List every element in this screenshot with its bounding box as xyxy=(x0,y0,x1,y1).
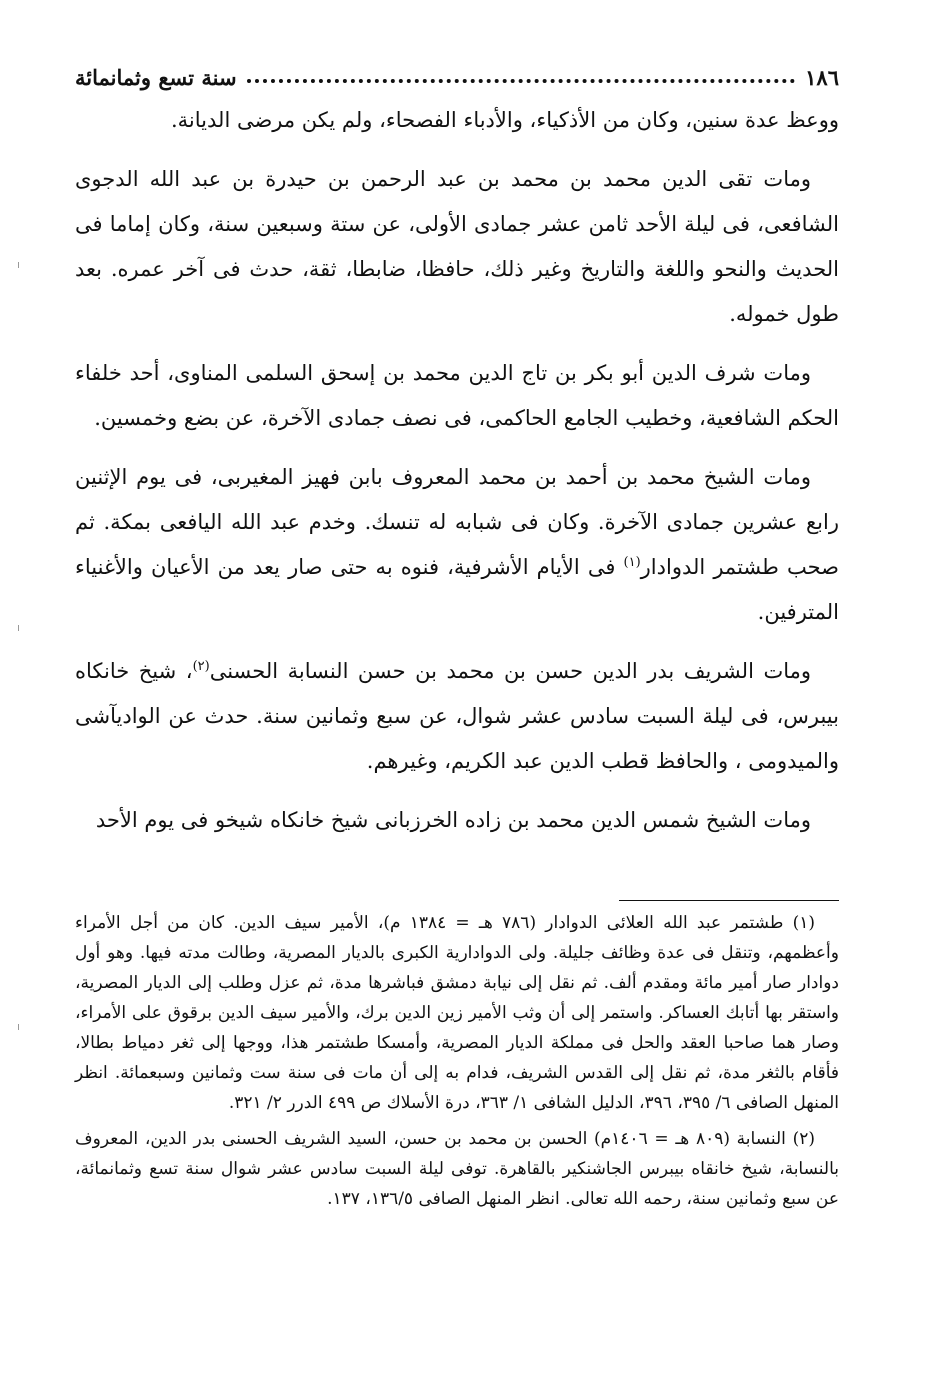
paragraph-5-text-b: ، شيخ خانكاه بيبرس، فى ليلة السبت سادس عشر شوال، عن سبع وثمانين سنة. حدث عن الواديآشى والميدومى ، والحافظ قطب الدين عبد الكريم، وغيرهم. xyxy=(75,659,839,773)
paragraph-3: ومات شرف الدين أبو بكر بن تاج الدين محمد بن إسحق السلمى المناوى، أحد خلفاء الحكم الشافعية، وخطيب الجامع الحاكمى، فى نصف جمادى الآخرة، عن بضع وخمسين. xyxy=(75,361,839,430)
paragraph-2: ومات تقى الدين محمد بن محمد بن عبد الرحمن بن حيدرة بن عبد الله الدجوى الشافعى، فى ليلة الأحد ثامن عشر جمادى الأولى، عن ستة وسبعين سنة، وكان إماما فى الحديث والنحو واللغة والتاريخ وغير ذلك، حافظا، ضابطا، ثقة، حدث فى آخر عمره. بعد طول خموله. xyxy=(75,167,839,326)
paragraph-4-text-a: ومات الشيخ محمد بن أحمد بن محمد المعروف بابن فهيز المغيربى، فى يوم الإثنين رابع عشرين جمادى الآخرة. وكان فى شبابه له تنسك. وخدم عبد الله اليافعى بمكة. ثم صحب طشتمر الدوادار xyxy=(75,465,839,579)
dotted-leader xyxy=(247,79,796,83)
footnote-ref-2[interactable]: (٢) xyxy=(192,659,210,674)
main-text xyxy=(75,98,839,857)
footnote-2: (٢) النسابة (٨٠٩ هـ = ١٤٠٦م) الحسن بن محمد بن حسن، السيد الشريف الحسنى بدر الدين، المعروف بالنسابة، شيخ خانقاه بيبرس الجاشنكير بالقاهرة. توفى ليلة السبت سادس عشر شوال سنة تسع وثمانمائة، عن سبع وثمانين سنة، رحمه الله تعالى. انظر المنهل الصافى ١٣٦/٥، ١٣٧. xyxy=(75,1129,839,1209)
paragraph-6: ومات الشيخ شمس الدين محمد بن زاده الخرزبانى شيخ خانكاه شيخو فى يوم الأحد xyxy=(95,808,811,832)
paragraph-5 xyxy=(75,649,839,784)
margin-mark xyxy=(18,625,19,631)
footnote-ref-1[interactable]: (١) xyxy=(623,555,641,570)
footnote-1: (١) طشتمر عبد الله العلائى الدوادار (٧٨٦ هـ = ١٣٨٤ م)، الأمير سيف الدين. كان من أجل الأمراء وأعظمهم، وتنقل فى عدة وظائف جليلة. ولى الدوادارية الكبرى بالديار المصرية، وطالت مدته فيها. وهو أول دوادار صار أمير مائة ومقدم ألف. ثم نقل إلى نيابة دمشق فباشرها مدة، ثم عزل وطلب إلى الديار المصرية، واستقر بها أتابك العساكر. واستمر إلى أن وثب الأمير زين الدين برك، والأمير سيف الدين برقوق على الأمراء، وصار هما صاحبا العقد والحل فى مملكة الديار المصرية، وأمسكا طشتمر هذا، ووجها إلى ثغر دمياط بطالا، فأقام بالثغر مدة، ثم نقل إلى القدس الشريف، فدام به إلى أن مات فى سنة ست وثمانين وسبعمائة. انظر المنهل الصافى ٦/ ٣٩٥، ٣٩٦، الدليل الشافى ١/ ٣٦٣، درة الأسلاك ص ٤٩٩ الدرر ٢/ ٣٢١. xyxy=(75,913,839,1113)
footnote-separator xyxy=(619,900,839,901)
page-header xyxy=(75,50,839,90)
footnotes xyxy=(75,908,839,1220)
margin-mark xyxy=(18,262,19,268)
paragraph-5-text-a: ومات الشريف بدر الدين حسن بن محمد بن حسن النسابة الحسنى xyxy=(209,659,811,683)
paragraph-4-text-b: فى الأيام الأشرفية، فنوه به حتى صار يعد من الأعيان والأغنياء المترفين. xyxy=(75,555,839,624)
paragraph-4 xyxy=(75,455,839,635)
page-number: ١٨٦ xyxy=(805,65,839,90)
paragraph-1: ووعظ عدة سنين، وكان من الأذكياء، والأدباء الفصحاء، ولم يكن مرضى الديانة. xyxy=(171,108,839,132)
margin-mark xyxy=(18,1024,19,1030)
running-title: سنة تسع وثمانمائة xyxy=(75,65,237,90)
